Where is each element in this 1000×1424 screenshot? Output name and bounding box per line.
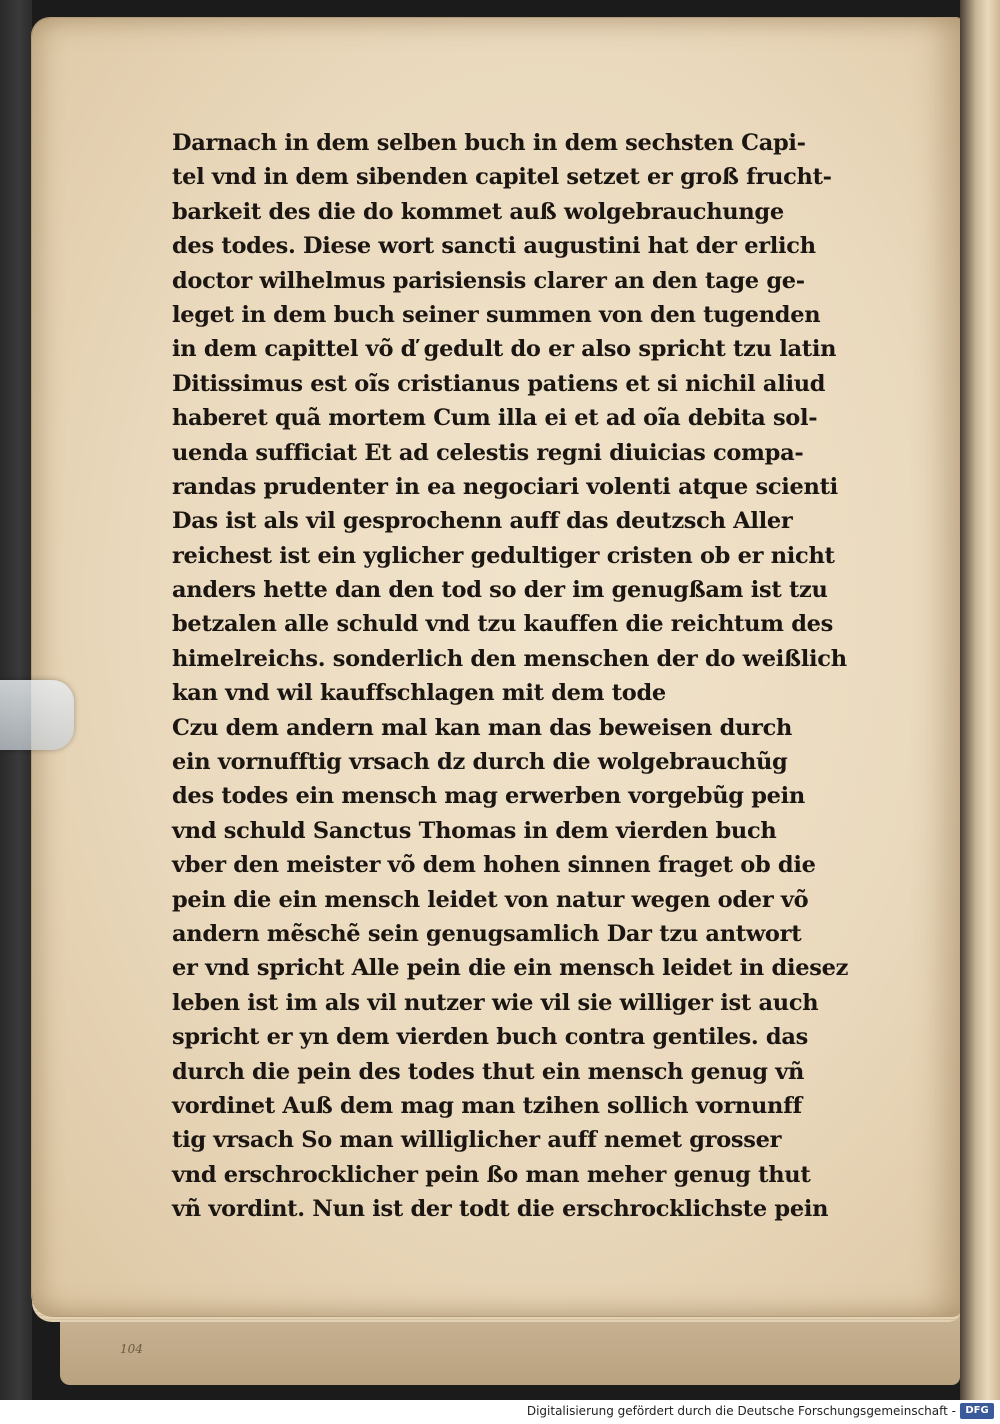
- text-line: betzalen alle schuld vnd tzu kauffen die reichtum des: [172, 611, 834, 638]
- text-line: des todes ein mensch mag erwerben vorgebũg pein: [172, 783, 805, 810]
- text-line: himelreichs. sonderlich den menschen der do weißlich: [172, 645, 847, 672]
- facing-page-gutter: [960, 0, 1000, 1400]
- text-line: durch die pein des todes thut ein mensch genug vñ: [172, 1058, 805, 1085]
- text-line: spricht er yn dem vierden buch contra gentiles. das: [172, 1024, 809, 1051]
- text-line: Czu dem andern mal kan man das beweisen durch: [172, 714, 793, 741]
- transparent-page-clip: [0, 680, 74, 750]
- printed-text-block: [172, 126, 862, 1227]
- text-line: Darnach in dem selben buch in dem sechsten Capi-: [172, 130, 806, 156]
- text-line: kan vnd wil kauffschlagen mit dem tode: [172, 680, 666, 707]
- text-line: randas prudenter in ea negociari volenti atque scienti: [172, 473, 838, 500]
- text-line: des todes. Diese wort sancti augustini hat der erlich: [172, 233, 816, 260]
- text-line: vnd schuld Sanctus Thomas in dem vierden buch: [172, 817, 777, 844]
- text-line: in dem capittel võ ď gedult do er also spricht tzu latin: [172, 336, 837, 363]
- text-line: vnd erschrocklicher pein ßo man meher genug thut: [172, 1161, 811, 1188]
- text-line: vber den meister võ dem hohen sinnen fraget ob die: [172, 852, 816, 879]
- text-line: Ditissimus est oĩs cristianus patiens et si nichil aliud: [172, 370, 826, 397]
- text-line: barkeit des die do kommet auß wolgebrauchunge: [172, 198, 784, 225]
- text-line: uenda sufficiat Et ad celestis regni diuicias compa-: [172, 439, 804, 466]
- text-line: doctor wilhelmus parisiensis clarer an den tage ge-: [172, 267, 805, 294]
- text-line: leget in dem buch seiner summen von den tugenden: [172, 301, 821, 328]
- text-line: Das ist als vil gesprochenn auff das deutzsch Aller: [172, 508, 793, 535]
- text-line: anders hette dan den tod so der im genugßam ist tzu: [172, 577, 828, 604]
- text-line: ein vornufftig vrsach dz durch die wolgebrauchũg: [172, 749, 788, 776]
- back-page-mark: 104: [120, 1342, 143, 1356]
- text-line: andern mẽschẽ sein genugsamlich Dar tzu antwort: [172, 920, 802, 947]
- text-line: vordinet Auß dem mag man tzihen sollich vornunff: [172, 1092, 802, 1119]
- text-line: tig vrsach So man williglicher auff nemet grosser: [172, 1127, 782, 1154]
- text-line: er vnd spricht Alle pein die ein mensch leidet in diesez: [172, 955, 849, 982]
- text-line: leben ist im als vil nutzer wie vil sie williger ist auch: [172, 989, 819, 1016]
- dfg-logo: DFG: [960, 1403, 994, 1419]
- footer-credit: Digitalisierung gefördert durch die Deutsche Forschungsgemeinschaft -: [526, 1404, 956, 1418]
- text-line: tel vnd in dem sibenden capitel setzet er groß frucht-: [172, 164, 832, 191]
- text-line: haberet quã mortem Cum illa ei et ad oĩa debita sol-: [172, 405, 818, 432]
- text-line: pein die ein mensch leidet von natur wegen oder võ: [172, 886, 809, 913]
- text-line: vñ vordint. Nun ist der todt die erschrocklichste pein: [172, 1196, 829, 1223]
- text-line: reichest ist ein yglicher gedultiger cristen ob er nicht: [172, 542, 835, 569]
